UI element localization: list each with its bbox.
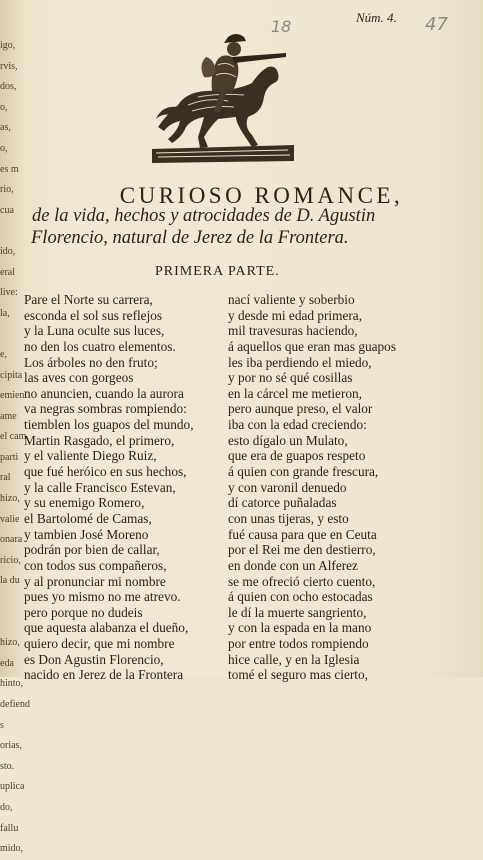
bleed-fragment: cua bbox=[0, 204, 14, 216]
bleed-fragment: ame bbox=[0, 410, 17, 422]
bleed-fragment: hizo, bbox=[0, 493, 20, 505]
bleed-fragment: igo, bbox=[0, 40, 16, 51]
verse-line: se me ofreció cierto cuento, bbox=[228, 573, 376, 589]
verse-line: le dí la muerte sangriento, bbox=[228, 604, 367, 620]
verse-line: las aves con gorgeos bbox=[24, 370, 134, 386]
verse-line: esto dígalo un Mulato, bbox=[228, 432, 348, 448]
page-title: CURIOSO ROMANCE, bbox=[119, 183, 404, 208]
verse-line: y al pronunciar mi nombre bbox=[24, 573, 166, 589]
verse-line: á aquellos que eran mas guapos bbox=[228, 338, 397, 354]
subtitle-line-2: Florencio, natural de Jerez de la Frontera. bbox=[31, 228, 349, 248]
bleed-fragment: rvis, bbox=[0, 60, 18, 72]
bleed-fragment bbox=[0, 613, 22, 634]
bleed-fragment: orias, bbox=[0, 740, 22, 752]
pencil-annotation-18: 18 bbox=[271, 17, 292, 36]
bleed-fragment: uplica bbox=[0, 781, 25, 793]
verse-line: en la cárcel me metieron, bbox=[228, 385, 363, 401]
verse-line: en donde con un Alferez bbox=[228, 557, 358, 573]
verse-line: pero aunque preso, el valor bbox=[228, 401, 373, 417]
verse-line: nací valiente y soberbio bbox=[228, 292, 355, 307]
verse-line: á quien con ocho estocadas bbox=[228, 589, 373, 605]
verse-line: dí catorce puñaladas bbox=[228, 495, 337, 511]
verse-line: podrán por bien de callar, bbox=[24, 542, 160, 558]
bleed-fragment: valie bbox=[0, 513, 20, 525]
verse-line: con unas tijeras, y esto bbox=[228, 510, 349, 526]
bleed-fragment: o, bbox=[0, 101, 8, 113]
verse-line: no den los cuatro elementos. bbox=[24, 338, 176, 354]
horseman-woodcut-illustration bbox=[148, 27, 298, 167]
bleed-fragment: e, bbox=[0, 348, 7, 360]
bleed-fragment: la du bbox=[0, 575, 20, 587]
verse-line: Los árboles no den fruto; bbox=[24, 354, 158, 370]
verse-line: que aquesta alabanza el dueño, bbox=[24, 620, 189, 636]
verse-line: por el Rei me den destierro, bbox=[228, 542, 376, 558]
verse-line: y con la espada en la mano bbox=[228, 620, 372, 636]
verse-line: iba con la edad creciendo: bbox=[228, 417, 367, 433]
verse-line: y su enemigo Romero, bbox=[24, 495, 145, 511]
verse-line: y la calle Francisco Estevan, bbox=[24, 479, 176, 495]
verse-line: y por no sé qué cosillas bbox=[228, 370, 353, 386]
bleed-fragment: sto. bbox=[0, 760, 15, 772]
subtitle-line-1: de la vida, hechos y atrocidades de D. Agustin bbox=[32, 206, 376, 226]
bleed-fragment bbox=[0, 221, 22, 242]
verse-line: no anuncien, cuando la aurora bbox=[24, 385, 184, 401]
bleed-fragment: ral bbox=[0, 472, 11, 484]
verse-line: nacido en Jerez de la Frontera bbox=[24, 667, 184, 683]
verse-line: Pare el Norte su carrera, bbox=[24, 292, 153, 307]
verse-line: pero porque no dudeis bbox=[24, 604, 143, 620]
bleed-fragment: la, bbox=[0, 307, 10, 319]
verse-line: esconda el sol sus reflejos bbox=[24, 307, 163, 323]
verse-line: que fué heróico en sus hechos, bbox=[24, 464, 187, 480]
bleed-fragment: o, bbox=[0, 142, 8, 154]
bleed-fragment bbox=[0, 592, 22, 613]
left-verse-column bbox=[24, 292, 194, 683]
bleed-fragment: fallu bbox=[0, 822, 19, 834]
verse-line: va negras sombras rompiendo: bbox=[24, 401, 187, 417]
bleed-fragment: parti bbox=[0, 451, 19, 463]
verse-line: Martin Rasgado, el primero, bbox=[24, 432, 175, 448]
bleed-fragment: defiend bbox=[0, 699, 30, 710]
bleed-fragment: mido, bbox=[0, 843, 24, 855]
bleed-fragment: dos, bbox=[0, 81, 17, 93]
bleed-fragment: live: bbox=[0, 287, 18, 299]
verse-line: á quien con grande frescura, bbox=[228, 464, 379, 480]
bleed-fragment bbox=[0, 324, 22, 345]
verse-line: que era de guapos respeto bbox=[228, 448, 366, 464]
bleed-fragment: el cam bbox=[0, 431, 27, 443]
bleed-fragment: do, bbox=[0, 801, 13, 813]
verse-line: y con varonil denuedo bbox=[228, 479, 347, 495]
verse-line: pues yo mismo no me atrevo. bbox=[24, 589, 181, 605]
verse-line: y tambien José Moreno bbox=[24, 526, 149, 542]
bleed-fragment: s bbox=[0, 719, 4, 731]
verse-line: quiero decir, que mi nombre bbox=[24, 636, 175, 652]
bleed-fragment: onara bbox=[0, 534, 23, 546]
bleed-fragment: hinto, bbox=[0, 678, 24, 690]
bleed-fragment: eral bbox=[0, 266, 15, 278]
verse-line: hice calle, y en la Iglesia bbox=[228, 651, 360, 667]
verse-line: y el valiente Diego Ruiz, bbox=[24, 448, 157, 464]
verse-line: y la Luna oculte sus luces, bbox=[24, 323, 165, 339]
bleed-fragment: ricio, bbox=[0, 554, 21, 566]
verse-line: por entre todos rompiendo bbox=[228, 636, 369, 652]
bleed-fragment: hizo, bbox=[0, 637, 20, 649]
bleed-fragment: ido, bbox=[0, 245, 16, 257]
bleed-fragment: eda bbox=[0, 657, 14, 669]
verse-line: el Bartolomé de Camas, bbox=[24, 510, 152, 526]
verse-line: les iba perdiendo el miedo, bbox=[228, 354, 372, 370]
bleed-fragment: es m bbox=[0, 163, 19, 175]
right-verse-column bbox=[228, 292, 396, 683]
verse-line: mil travesuras haciendo, bbox=[228, 323, 358, 339]
number-label: Núm. 4. bbox=[356, 10, 397, 25]
verse-line: con todos sus compañeros, bbox=[24, 557, 167, 573]
pencil-annotation-47: 47 bbox=[425, 14, 448, 35]
adjacent-page-edge bbox=[0, 36, 30, 855]
bleed-fragment: cipita bbox=[0, 369, 23, 381]
bleed-fragment: emien bbox=[0, 390, 25, 402]
section-heading: PRIMERA PARTE. bbox=[155, 264, 280, 279]
verse-line: y desde mi edad primera, bbox=[228, 307, 363, 323]
verse-line: fué causa para que en Ceuta bbox=[228, 526, 377, 542]
verse-line: tomé el seguro mas cierto, bbox=[228, 667, 368, 683]
bleed-fragment: as, bbox=[0, 122, 11, 134]
verse-line: es Don Agustin Florencio, bbox=[24, 651, 164, 667]
bleed-fragment: rio, bbox=[0, 184, 14, 196]
verse-line: tiemblen los guapos del mundo, bbox=[24, 417, 194, 433]
